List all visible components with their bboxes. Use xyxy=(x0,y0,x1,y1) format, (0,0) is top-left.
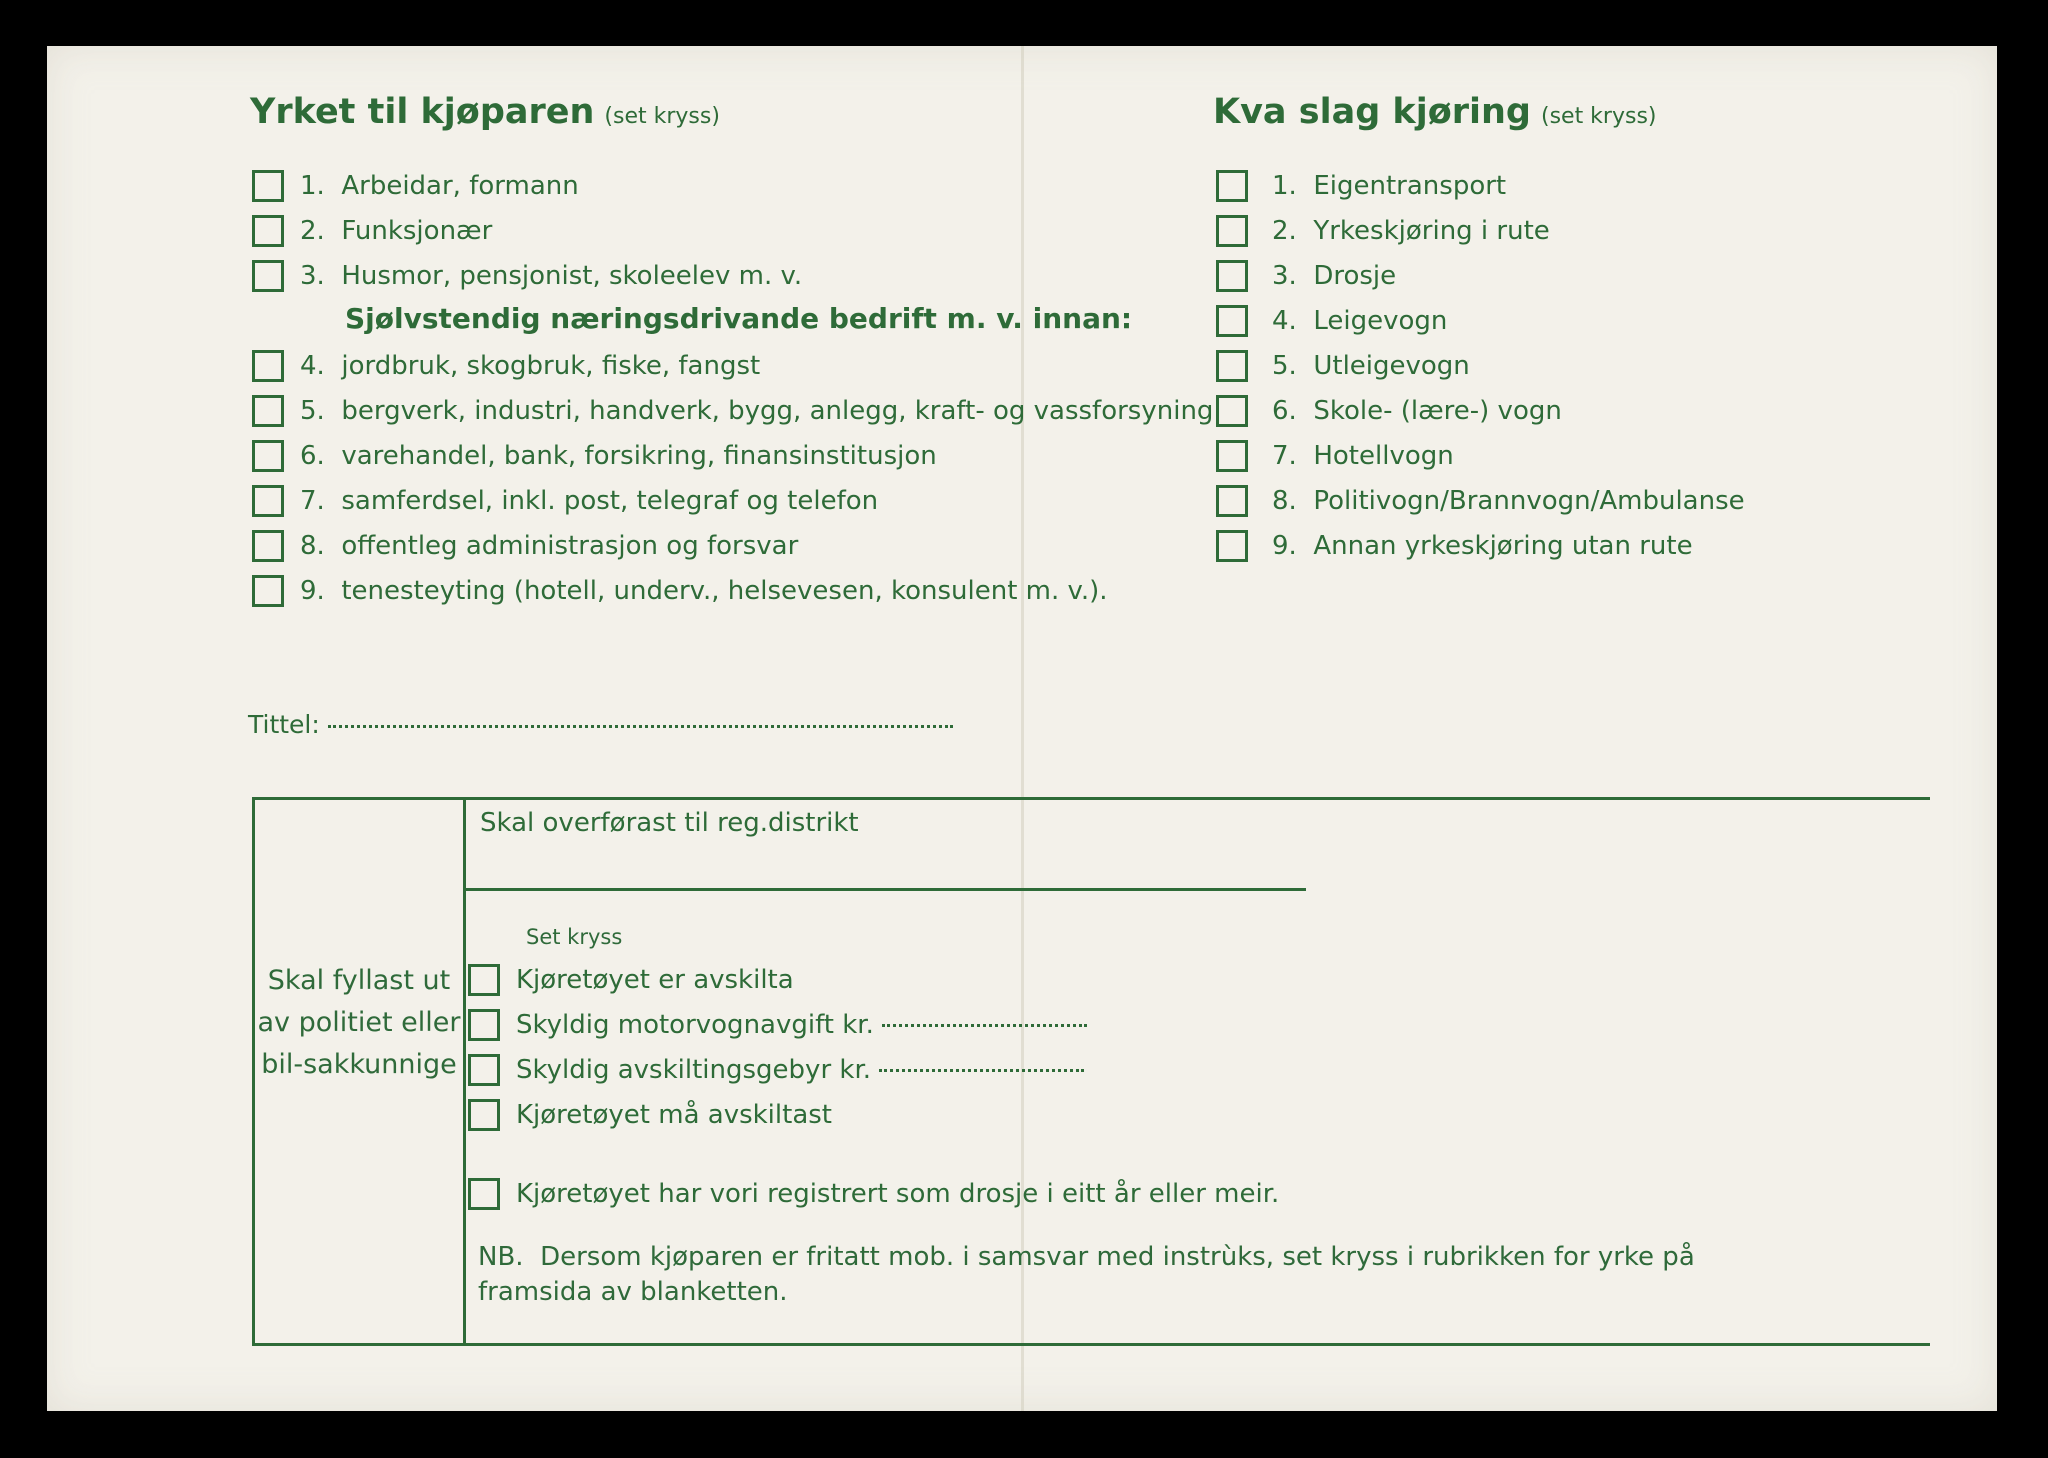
police-frame-top xyxy=(252,797,1930,800)
driving-option-9: 9. Annan yrkeskjøring utan rute xyxy=(1272,531,1693,561)
driving-checkbox-5[interactable] xyxy=(1216,350,1248,382)
occupation-checkbox-1[interactable] xyxy=(252,170,284,202)
transfer-line[interactable] xyxy=(466,888,1306,891)
nb-note: NB. Dersom kjøparen er fritatt mob. i samsvar med instrùks, set kryss i rubrikken for yrke på framsida av blanketten. xyxy=(478,1242,1695,1307)
occupation-checkbox-6[interactable] xyxy=(252,440,284,472)
tittel-field[interactable] xyxy=(248,710,953,739)
police-option-4: Kjøretøyet må avskiltast xyxy=(516,1100,832,1130)
occupation-option-5: 5. bergverk, industri, handverk, bygg, anlegg, kraft- og vassforsyning xyxy=(300,396,1214,426)
police-checkbox-1[interactable] xyxy=(468,964,500,996)
driving-option-2: 2. Yrkeskjøring i rute xyxy=(1272,216,1550,246)
occupation-option-7: 7. samferdsel, inkl. post, telegraf og telefon xyxy=(300,486,879,516)
driving-checkbox-6[interactable] xyxy=(1216,395,1248,427)
occupation-option-6: 6. varehandel, bank, forsikring, finansinstitusjon xyxy=(300,441,937,471)
occupation-checkbox-4[interactable] xyxy=(252,350,284,382)
tittel-label: Tittel: xyxy=(248,710,320,739)
police-checkbox-3[interactable] xyxy=(468,1054,500,1086)
occupation-option-4: 4. jordbruk, skogbruk, fiske, fangst xyxy=(300,351,761,381)
occupation-checkbox-3[interactable] xyxy=(252,260,284,292)
police-checkbox-4[interactable] xyxy=(468,1099,500,1131)
occupation-checkbox-9[interactable] xyxy=(252,575,284,607)
driving-option-7: 7. Hotellvogn xyxy=(1272,441,1454,471)
occupation-option-3: 3. Husmor, pensjonist, skoleelev m. v. xyxy=(300,261,803,291)
occupation-checkbox-5[interactable] xyxy=(252,395,284,427)
driving-type-heading: Kva slag kjøring (set kryss) xyxy=(1213,92,1657,132)
police-checkbox-5[interactable] xyxy=(468,1178,500,1210)
occupation-checkbox-2[interactable] xyxy=(252,215,284,247)
police-option-3: Skyldig avskiltingsgebyr kr. xyxy=(516,1050,1084,1090)
tittel-dotted-line xyxy=(328,725,953,728)
driving-checkbox-7[interactable] xyxy=(1216,440,1248,472)
police-option-1: Kjøretøyet er avskilta xyxy=(516,965,794,995)
police-checkbox-2[interactable] xyxy=(468,1009,500,1041)
occupation-option-2: 2. Funksjonær xyxy=(300,216,493,246)
deregistration-fee-field[interactable] xyxy=(879,1069,1084,1072)
self-employed-subheading: Sjølvstendig næringsdrivande bedrift m. v. innan: xyxy=(345,302,1133,335)
occupation-checkbox-7[interactable] xyxy=(252,485,284,517)
driving-option-4: 4. Leigevogn xyxy=(1272,306,1448,336)
driving-option-5: 5. Utleigevogn xyxy=(1272,351,1470,381)
police-frame-bottom xyxy=(252,1343,1930,1346)
occupation-checkbox-8[interactable] xyxy=(252,530,284,562)
occupation-option-8: 8. offentleg administrasjon og forsvar xyxy=(300,531,799,561)
driving-checkbox-2[interactable] xyxy=(1216,215,1248,247)
driving-option-6: 6. Skole- (lære-) vogn xyxy=(1272,396,1562,426)
police-label: Skal fyllast ut av politiet eller bil-sakkunnige xyxy=(257,965,461,1080)
occupation-option-9: 9. tenesteyting (hotell, underv., helsevesen, konsulent m. v.). xyxy=(300,576,1108,606)
driving-checkbox-4[interactable] xyxy=(1216,305,1248,337)
police-option-2: Skyldig motorvognavgift kr. xyxy=(516,1005,1087,1045)
police-option-5: Kjøretøyet har vori registrert som drosje i eitt år eller meir. xyxy=(516,1179,1280,1209)
driving-option-8: 8. Politivogn/Brannvogn/Ambulanse xyxy=(1272,486,1745,516)
driving-checkbox-1[interactable] xyxy=(1216,170,1248,202)
set-kryss-label: Set kryss xyxy=(526,925,623,949)
occupation-option-1: 1. Arbeidar, formann xyxy=(300,171,579,201)
motor-tax-amount-field[interactable] xyxy=(882,1024,1087,1027)
driving-checkbox-9[interactable] xyxy=(1216,530,1248,562)
driving-checkbox-3[interactable] xyxy=(1216,260,1248,292)
transfer-label: Skal overførast til reg.distrikt xyxy=(480,808,859,838)
driving-option-3: 3. Drosje xyxy=(1272,261,1397,291)
driving-option-1: 1. Eigentransport xyxy=(1272,171,1507,201)
driving-checkbox-8[interactable] xyxy=(1216,485,1248,517)
occupation-heading: Yrket til kjøparen (set kryss) xyxy=(250,92,720,132)
